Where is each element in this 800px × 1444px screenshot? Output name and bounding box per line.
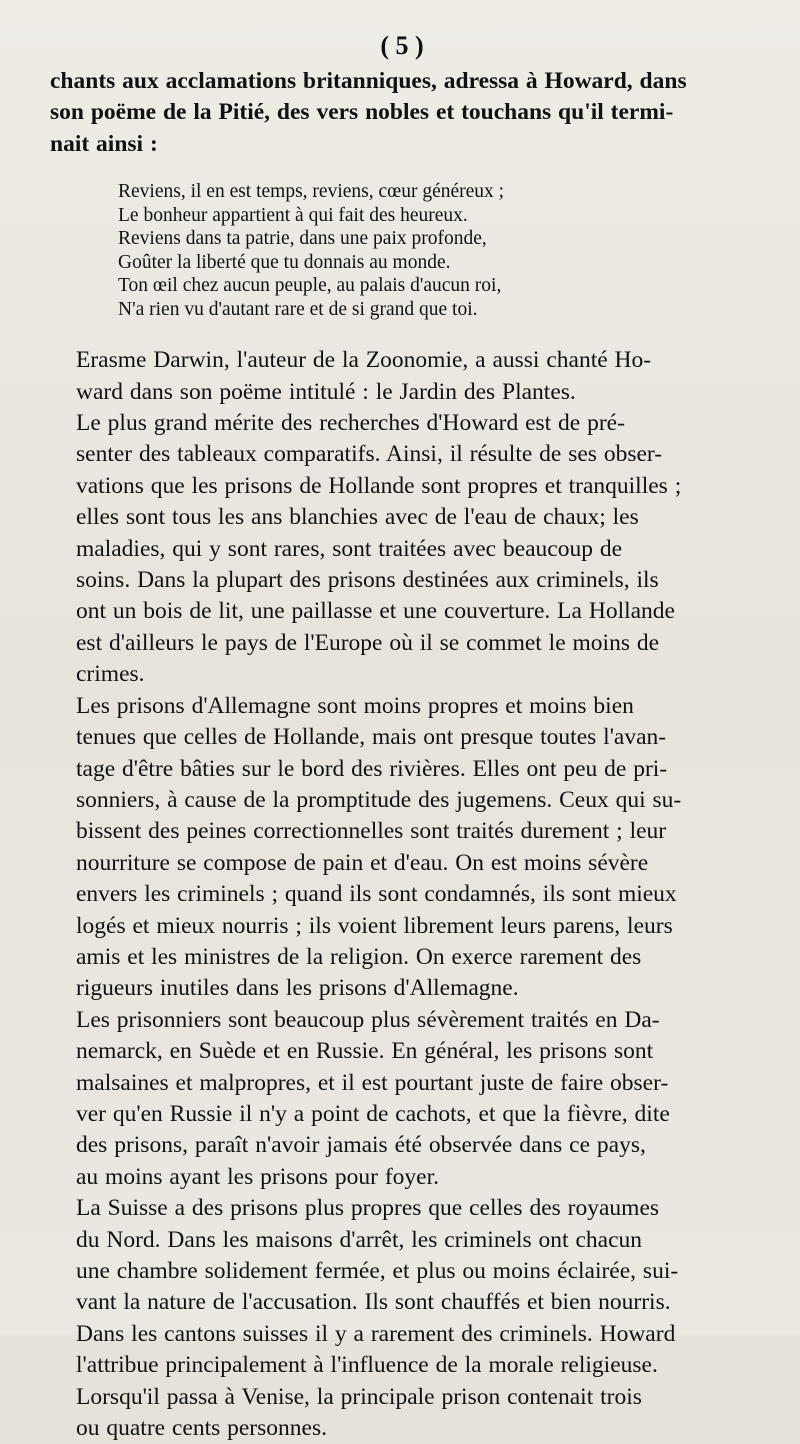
poem-line: Ton œil chez aucun peuple, au palais d'aucun roi, bbox=[118, 275, 502, 297]
text-line: maladies, qui y sont rares, sont traitées avec beaucoup de bbox=[76, 535, 623, 562]
text-line: tage d'être bâties sur le bord des rivières. Elles ont peu de pri- bbox=[76, 755, 668, 782]
text-line: Les prisons d'Allemagne sont moins propres et moins bien bbox=[76, 692, 634, 719]
poem-line: N'a rien vu d'autant rare et de si grand que toi. bbox=[118, 298, 478, 320]
text-line: crimes. bbox=[76, 661, 145, 688]
text-line: chants aux acclamations britanniques, adressa à Howard, dans bbox=[50, 68, 687, 94]
text-line: malsaines et malpropres, et il est pourtant juste de faire obser- bbox=[76, 1069, 669, 1096]
text-line: amis et les ministres de la religion. On exerce rarement des bbox=[76, 943, 642, 970]
page-number: ( 5 ) bbox=[380, 31, 424, 60]
text-line: Le plus grand mérite des recherches d'Howard est de pré- bbox=[76, 410, 625, 437]
text-line: sonniers, à cause de la promptitude des jugemens. Ceux qui su- bbox=[76, 786, 682, 813]
text-line: tenues que celles de Hollande, mais ont presque toutes l'avan- bbox=[76, 724, 667, 751]
text-line: Lorsqu'il passa à Venise, la principale prison contenait trois bbox=[76, 1383, 642, 1410]
text-line: ou quatre cents personnes. bbox=[76, 1415, 327, 1442]
text-line: des prisons, paraît n'avoir jamais été observée dans ce pays, bbox=[76, 1132, 646, 1159]
opening-paragraph bbox=[50, 66, 754, 160]
text-line: au moins ayant les prisons pour foyer. bbox=[76, 1163, 440, 1190]
text-line: ward dans son poëme intitulé : le Jardin des Plantes. bbox=[76, 378, 576, 405]
text-line: elles sont tous les ans blanchies avec de l'eau de chaux; les bbox=[76, 504, 639, 531]
text-line: senter des tableaux comparatifs. Ainsi, il résulte de ses obser- bbox=[76, 441, 663, 468]
poem-line: Reviens, il en est temps, reviens, cœur généreux ; bbox=[118, 181, 505, 203]
text-line: ver qu'en Russie il n'y a point de cachots, et que la fièvre, dite bbox=[76, 1100, 670, 1127]
poem-line: Reviens dans ta patrie, dans une paix profonde, bbox=[118, 228, 487, 250]
paragraph-hollande bbox=[50, 408, 754, 691]
text-line: une chambre solidement fermée, et plus ou moins éclairée, sui- bbox=[76, 1258, 679, 1284]
text-line: logés et mieux nourris ; ils voient librement leurs parens, leurs bbox=[76, 912, 673, 939]
text-line: nait ainsi : bbox=[50, 130, 158, 157]
text-line: La Suisse a des prisons plus propres que celles des royaumes bbox=[76, 1195, 660, 1222]
text-line: du Nord. Dans les maisons d'arrêt, les criminels ont chacun bbox=[76, 1226, 643, 1253]
text-line: Dans les cantons suisses il y a rarement des criminels. Howard bbox=[76, 1320, 676, 1347]
poem-line: Le bonheur appartient à qui fait des heureux. bbox=[118, 204, 468, 226]
text-line: Erasme Darwin, l'auteur de la Zoonomie, a aussi chanté Ho- bbox=[76, 347, 652, 374]
text-line: soins. Dans la plupart des prisons destinées aux criminels, ils bbox=[76, 567, 659, 594]
paragraph-suisse bbox=[50, 1193, 754, 1381]
text-line: vant la nature de l'accusation. Ils sont chauffés et bien nourris. bbox=[76, 1289, 671, 1316]
text-line: Les prisonniers sont beaucoup plus sévèrement traités en Da- bbox=[76, 1006, 660, 1033]
text-line: ont un bois de lit, une paillasse et une couverture. La Hollande bbox=[76, 598, 675, 625]
text-line: bissent des peines correctionnelles sont traités durement ; leur bbox=[76, 818, 667, 845]
text-line: son poëme de la Pitié, des vers nobles et touchans qu'il termi- bbox=[50, 99, 674, 126]
poem-line: Goûter la liberté que tu donnais au monde. bbox=[118, 251, 451, 273]
paragraph-danemarck bbox=[50, 1005, 754, 1193]
paragraph-allemagne bbox=[50, 691, 754, 1005]
text-line: l'attribue principalement à l'influence de la morale religieuse. bbox=[76, 1352, 658, 1379]
text-line: est d'ailleurs le pays de l'Europe où il se commet le moins de bbox=[76, 629, 660, 656]
text-line: nourriture se compose de pain et d'eau. On est moins sévère bbox=[76, 849, 649, 876]
paragraph-venise bbox=[50, 1382, 754, 1444]
text-line: vations que les prisons de Hollande sont propres et tranquilles ; bbox=[76, 472, 682, 499]
paragraph-darwin bbox=[50, 345, 754, 408]
text-line: rigueurs inutiles dans les prisons d'Allemagne. bbox=[76, 975, 519, 1002]
text-line: envers les criminels ; quand ils sont condamnés, ils sont mieux bbox=[76, 881, 677, 908]
poem-quotation bbox=[118, 180, 754, 321]
text-line: nemarck, en Suède et en Russie. En général, les prisons sont bbox=[76, 1038, 654, 1065]
